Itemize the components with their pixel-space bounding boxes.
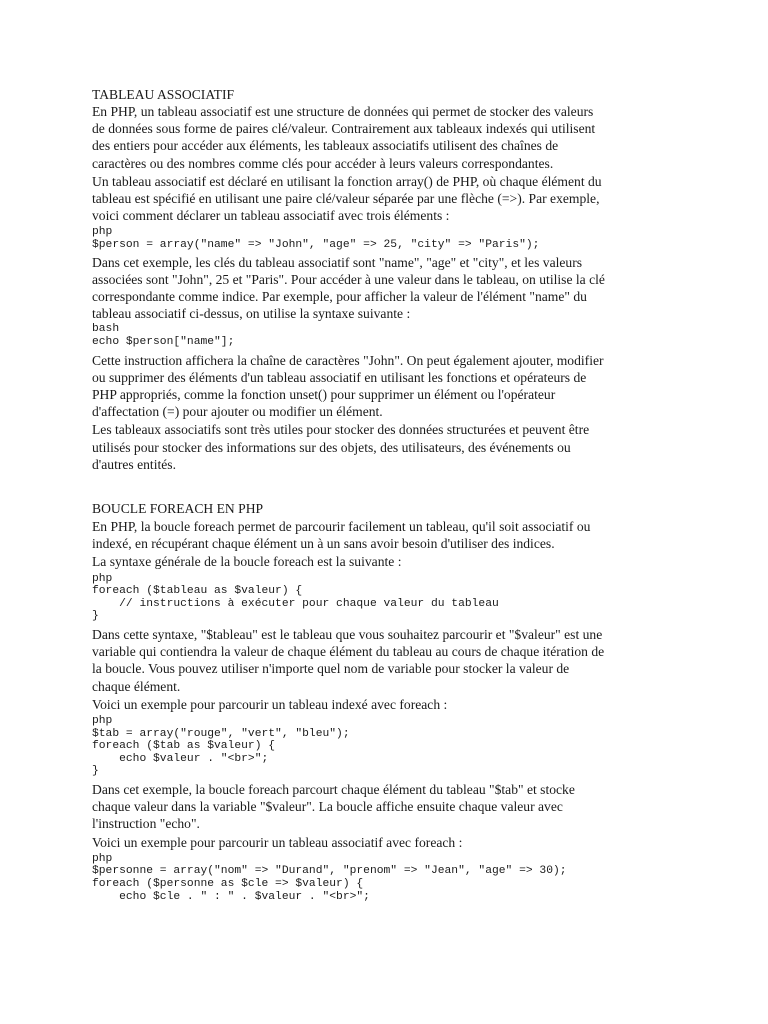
code-block-foreach-syntax: php foreach ($tableau as $valeur) { // instructions à exécuter pour chaque valeur du tableau } (92, 572, 499, 623)
section-title-boucle-foreach: BOUCLE FOREACH EN PHP (92, 501, 264, 517)
section-title-tableau-associatif: TABLEAU ASSOCIATIF (92, 87, 235, 102)
paragraph-keys-explanation: Dans cet exemple, les clés du tableau associatif sont "name", "age" et "city", et les valeurs associées sont "John", 25 et "Paris". Pour accéder à une valeur dans le tableau, on utilise la clé correspondante comme indice. Par exemple, pour afficher la valeur de l'élément "name" du tableau associatif ci-dessus, on utilise la syntaxe suivante : (92, 254, 605, 322)
paragraph-modify-elements: Cette instruction affichera la chaîne de caractères "John". On peut également ajouter, modifier ou supprimer des éléments d'un tableau associatif en utilisant les fonctions et opérateurs de PHP appropriés, comme la fonction unset() pour supprimer un élément ou l'opérateur d'affectation (=) pour ajouter ou modifier un élément. (92, 352, 604, 420)
paragraph-declaration: Un tableau associatif est déclaré en utilisant la fonction array() de PHP, où chaque élément du tableau est spécifié en utilisant une paire clé/valeur séparée par une flèche (=>). Par exemple, voici comment déclarer un tableau associatif avec trois éléments : (92, 173, 602, 224)
code-block-echo-person: bash echo $person["name"]; (92, 323, 235, 349)
paragraph-indexed-example-intro: Voici un exemple pour parcourir un tableau indexé avec foreach : (92, 696, 448, 712)
code-block-associative-example: php $personne = array("nom" => "Durand", "prenom" => "Jean", "age" => 30); foreach ($personne as $cle => $valeur) { echo $cle . " : " . $valeur . "<br>"; (92, 852, 567, 903)
paragraph-indexed-explanation: Dans cet exemple, la boucle foreach parcourt chaque élément du tableau "$tab" et stocke chaque valeur dans la variable "$valeur". La boucle affiche ensuite chaque valeur avec l'instruction "echo". (92, 782, 575, 832)
document-body (92, 86, 682, 903)
paragraph-syntax-explanation: Dans cette syntaxe, "$tableau" est le tableau que vous souhaitez parcourir et "$valeur" est une variable qui contiendra la valeur de chaque élément du tableau au cours de chaque itération de la boucle. Vous pouvez utiliser n'importe quel nom de variable pour stocker la valeur de chaque élément. (92, 627, 605, 694)
paragraph-usefulness: Les tableaux associatifs sont très utiles pour stocker des données structurées et peuvent être utilisés pour stocker des informations sur des objets, des utilisateurs, des événements ou d'autres entités. (92, 422, 590, 472)
paragraph-associative-example-intro: Voici un exemple pour parcourir un tableau associatif avec foreach : (92, 834, 463, 850)
code-block-array-declaration: php $person = array("name" => "John", "age" => 25, "city" => "Paris"); (92, 226, 540, 252)
paragraph-foreach-intro: En PHP, la boucle foreach permet de parcourir facilement un tableau, qu'il soit associatif ou indexé, en récupérant chaque élément un à un sans avoir besoin d'utiliser des indices. (92, 519, 591, 552)
code-block-indexed-example: php $tab = array("rouge", "vert", "bleu"); foreach ($tab as $valeur) { echo $valeur . "<br>"; } (92, 715, 350, 778)
paragraph-foreach-syntax-intro: La syntaxe générale de la boucle foreach est la suivante : (92, 554, 402, 570)
paragraph-intro-associatif: En PHP, un tableau associatif est une structure de données qui permet de stocker des valeurs de données sous forme de paires clé/valeur. Contrairement aux tableaux indexés qui utilisent des entiers pour accéder aux éléments, les tableaux associatifs utilisent des chaînes de caractères ou des nombres comme clés pour accéder à leurs valeurs correspondantes. (92, 104, 596, 171)
